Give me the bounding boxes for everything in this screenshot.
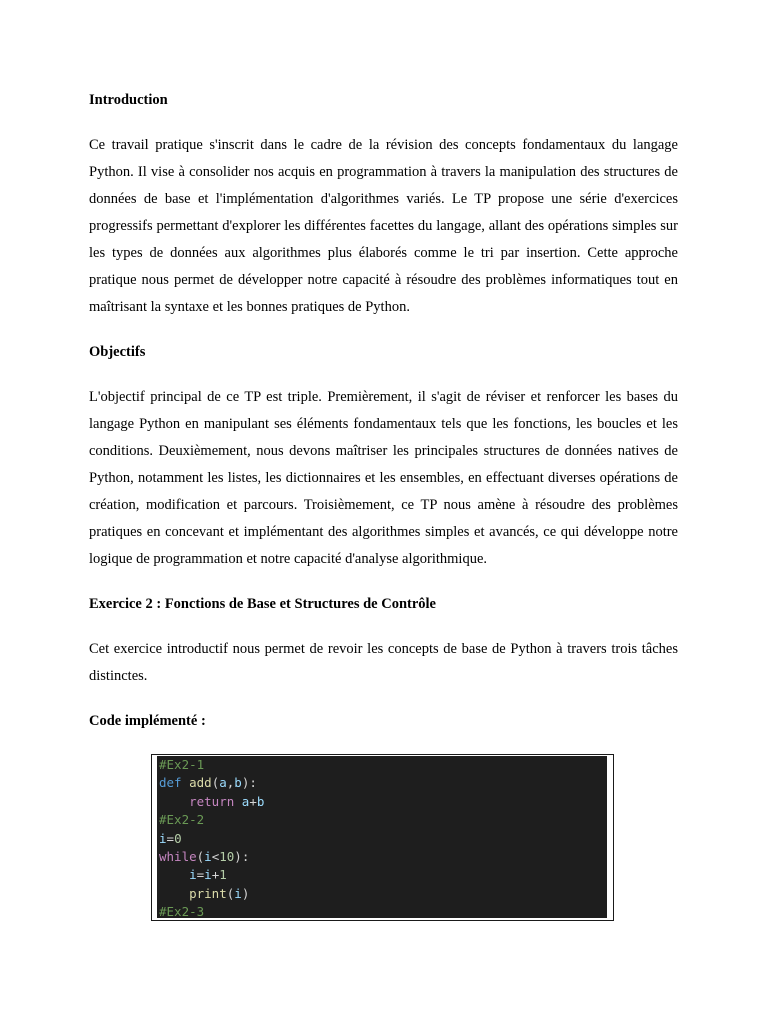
code-number: 10 [219,848,235,864]
code-variable: i [189,867,197,883]
code-punct: ) [241,885,250,901]
code-operator: < [211,848,220,864]
code-variable: a [241,793,250,809]
code-operator: = [166,830,175,846]
code-keyword: def [159,775,182,791]
code-comment: #Ex2-1 [159,757,205,772]
code-number: 0 [174,830,182,846]
heading-exercice-2: Exercice 2 : Fonctions de Base et Structures de Contrôle [89,596,436,612]
code-block [157,756,607,918]
heading-objectifs: Objectifs [89,344,146,360]
code-punct: , [226,775,235,791]
code-param: a [219,775,227,791]
code-comment: #Ex2-3 [159,904,205,918]
code-indent [159,867,189,882]
code-line-5 [159,830,607,848]
code-space [234,794,242,809]
code-operator: + [211,867,220,883]
code-function-name: add [189,775,212,791]
code-punct: ): [234,848,250,864]
code-line-6 [159,848,607,866]
code-variable: i [204,867,212,883]
code-operator: = [196,867,205,883]
code-punct: ( [211,775,220,791]
code-line-3 [159,793,607,811]
code-indent [159,794,189,809]
code-variable: i [159,830,167,846]
code-keyword: while [159,848,197,864]
code-line-4 [159,811,607,829]
code-line-7 [159,866,607,884]
code-screenshot-frame [151,754,614,921]
document-body [89,87,678,735]
code-keyword: return [189,793,235,809]
code-line-2 [159,774,607,792]
code-punct: ( [196,848,205,864]
paragraph-exercice-2: Cet exercice introductif nous permet de revoir les concepts de base de Python à travers trois tâches distinctes. [89,641,678,684]
code-variable: i [204,848,212,864]
code-punct: ( [226,885,235,901]
heading-introduction: Introduction [89,92,168,108]
code-punct: ): [241,775,257,791]
code-indent [159,886,189,901]
code-function-name: print [189,885,227,901]
paragraph-introduction: Ce travail pratique s'inscrit dans le cadre de la révision des concepts fondamentaux du langage Python. Il vise à consolider nos acquis en programmation à travers la manipulation des structures de données de base et l'implémentation d'algorithmes variés. Le TP propose une série d'exercices progressifs permettant d'explorer les différentes facettes du langage, allant des opérations simples sur les types de données aux algorithmes plus élaborés comme le tri par insertion. Cette approche pratique nous permet de développer notre capacité à résoudre des problèmes informatiques tout en maîtrisant la syntaxe et les bonnes pratiques de Python. [89,137,678,315]
code-line-8 [159,885,607,903]
paragraph-objectifs: L'objectif principal de ce TP est triple. Premièrement, il s'agit de réviser et renforcer les bases du langage Python en manipulant ses éléments fondamentaux tels que les fonctions, les boucles et les conditions. Deuxièmement, nous devons maîtriser les principales structures de données natives de Python, notamment les listes, les dictionnaires et les ensembles, en effectuant diverses opérations de création, modification et parcours. Troisièmement, ce TP nous amène à résoudre des problèmes pratiques en concevant et implémentant des algorithmes simples et avancés, ce qui développe notre logique de programmation et notre capacité d'analyse algorithmique. [89,389,678,567]
code-param: b [234,775,242,791]
heading-code-implemente: Code implémenté : [89,713,206,729]
code-comment: #Ex2-2 [159,812,205,828]
code-variable: i [234,885,242,901]
code-variable: b [256,793,265,809]
code-line-9 [159,903,607,918]
code-operator: + [249,793,257,809]
code-line-1 [159,756,607,774]
code-number: 1 [219,867,227,883]
